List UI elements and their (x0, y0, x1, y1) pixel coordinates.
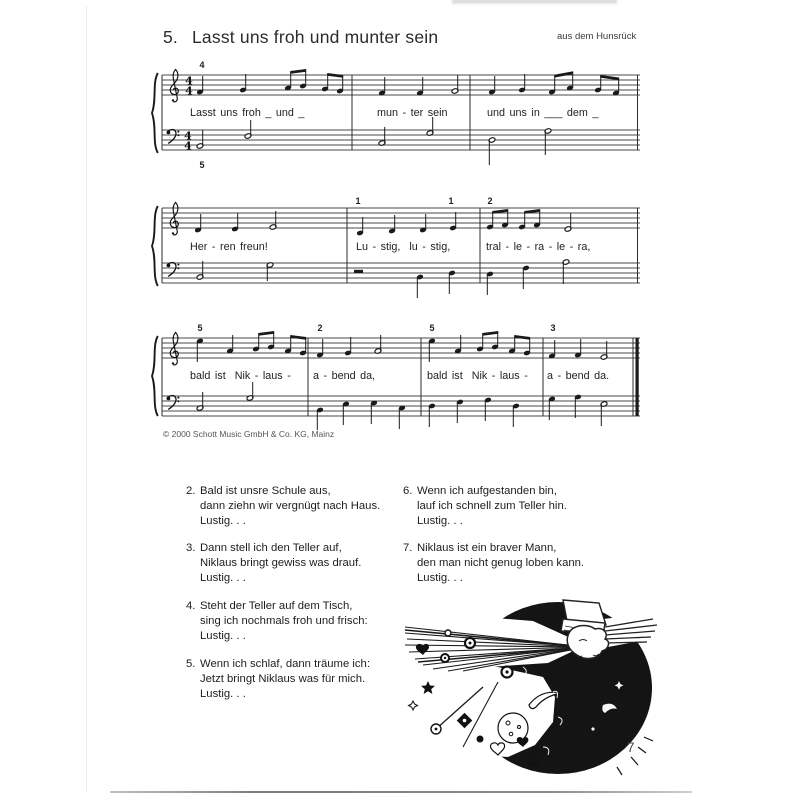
verse-number: 4. (186, 600, 196, 612)
lyric-line: bald ist Nik - laus - (190, 370, 291, 382)
fingering: 2 (317, 323, 323, 333)
verse-line: Wenn ich aufgestanden bin, (417, 485, 557, 497)
verse-7 (403, 541, 584, 587)
fingering: 4 (199, 60, 205, 70)
lyric-line: a - bend da, (313, 370, 376, 382)
bass-clef-icon (167, 130, 180, 144)
nikolaus-rute-illustration (403, 597, 675, 783)
verse-line: sing ich nochmals froh und frisch: (200, 615, 368, 628)
lyric-line: Lu - stig, lu - stig, (356, 241, 451, 253)
fingering: 2 (487, 196, 493, 206)
svg-text:4: 4 (184, 129, 192, 143)
svg-text:4: 4 (184, 139, 192, 153)
verse-line: Lustig. . . (200, 688, 246, 701)
verse-line: Niklaus bringt gewiss was drauf. (200, 557, 362, 570)
verse-line: Jetzt bringt Niklaus was für mich. (200, 673, 366, 686)
svg-text:4: 4 (185, 84, 193, 98)
music-system-2 (152, 196, 640, 298)
music-score (140, 58, 655, 430)
verse-number: 7. (403, 542, 413, 554)
verse-number: 6. (403, 485, 413, 497)
bass-clef-icon (167, 396, 180, 410)
fingering: 5 (429, 323, 435, 333)
photo-top-smudge (452, 0, 617, 5)
system-brace (152, 73, 158, 153)
fingering: 1 (448, 196, 454, 206)
page-title (163, 27, 438, 48)
verse-number: 2. (186, 485, 196, 497)
page-number: 7 (627, 740, 635, 755)
verse-number: 3. (186, 542, 196, 554)
page-left-edge (86, 6, 87, 792)
half-rest (354, 270, 363, 273)
verse-line: Niklaus ist ein braver Mann, (417, 542, 557, 554)
lyric-line: Lasst uns froh _ und _ (190, 107, 305, 119)
verse-5 (186, 657, 370, 703)
lyric-line: bald ist Nik - laus - (427, 370, 528, 382)
fingering: 5 (197, 323, 203, 333)
verse-number: 5. (186, 658, 196, 670)
verse-line: Lustig. . . (200, 572, 246, 585)
dot (477, 736, 484, 743)
lyric-line: Her - ren freun! (190, 241, 268, 253)
treble-clef-icon (170, 202, 178, 235)
verse-line: Lustig. . . (417, 572, 463, 585)
treble-clef-icon (170, 332, 178, 365)
verse-line: Dann stell ich den Teller auf, (200, 542, 342, 554)
fingering: 1 (355, 196, 361, 206)
lyric-line: und uns in ___ dem _ (487, 107, 599, 119)
music-system-3 (152, 323, 640, 430)
lyric-line: a - bend da. (547, 370, 610, 382)
music-system-1 (152, 60, 640, 170)
verse-4 (186, 599, 368, 645)
verse-line: Lustig. . . (200, 630, 246, 643)
bass-staff (162, 130, 640, 150)
page-bottom-edge (110, 791, 692, 793)
sparkle-icon (409, 701, 418, 710)
verse-6 (403, 484, 567, 530)
song-title: Lasst uns froh und munter sein (192, 27, 439, 47)
verse-line: dann ziehn wir vergnügt nach Haus. (200, 500, 381, 513)
fingering: 3 (550, 323, 556, 333)
verse-line: Lustig. . . (417, 515, 463, 528)
song-number: 5. (163, 27, 178, 47)
bass-clef-icon (167, 263, 180, 277)
copyright-line: © 2000 Schott Music GmbH & Co. KG, Mainz (163, 429, 335, 439)
verse-line: Steht der Teller auf dem Tisch, (200, 600, 353, 612)
lyric-line: tral - le - ra - le - ra, (486, 241, 591, 253)
verse-line: lauf ich schnell zum Teller hin. (417, 500, 567, 513)
verse-line: Lustig. . . (200, 515, 246, 528)
star-icon (421, 681, 435, 694)
song-attribution: aus dem Hunsrück (557, 31, 637, 42)
time-signature: 4 (185, 74, 193, 88)
lyric-line: mun - ter sein (377, 107, 448, 119)
verse-3 (186, 541, 361, 587)
verse-line: den man nicht genug loben kann. (417, 557, 585, 570)
fingering: 5 (199, 160, 205, 170)
treble-staff (162, 75, 640, 95)
verse-line: Wenn ich schlaf, dann träume ich: (200, 658, 370, 670)
final-barline-thick (636, 338, 639, 416)
verse-line: Bald ist unsre Schule aus, (200, 485, 331, 497)
verse-2 (186, 484, 380, 530)
treble-clef-icon (170, 69, 178, 102)
